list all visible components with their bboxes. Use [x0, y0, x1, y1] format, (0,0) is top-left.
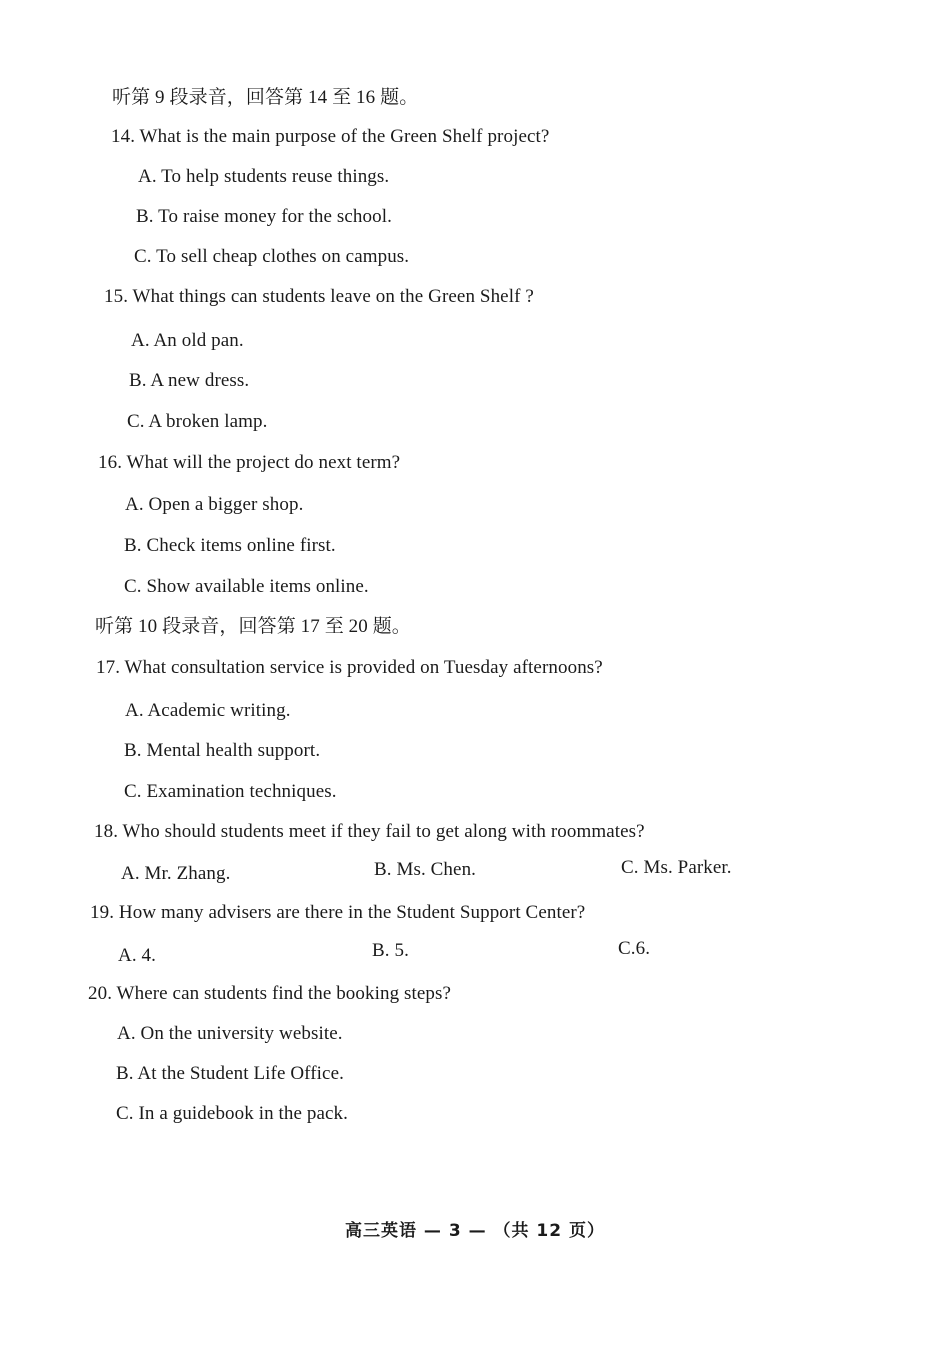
question-17-option-b: B. Mental health support.: [124, 740, 321, 761]
question-15-option-c: C. A broken lamp.: [127, 411, 268, 432]
question-19: 19. How many advisers are there in the Student Support Center?: [90, 902, 586, 923]
question-18-option-b: B. Ms. Chen.: [374, 859, 477, 880]
question-18: 18. Who should students meet if they fail to get along with roommates?: [94, 821, 645, 842]
question-16: 16. What will the project do next term?: [98, 452, 401, 473]
question-19-option-c: C.6.: [618, 938, 651, 959]
question-14-option-c: C. To sell cheap clothes on campus.: [134, 246, 410, 267]
question-16-option-c: C. Show available items online.: [124, 576, 369, 597]
question-17-option-c: C. Examination techniques.: [124, 781, 337, 802]
question-14-option-a: A. To help students reuse things.: [138, 166, 390, 187]
page-footer: 高三英语 — 3 — （共 12 页）: [345, 1221, 605, 1241]
question-18-option-a: A. Mr. Zhang.: [121, 863, 231, 884]
question-18-option-c: C. Ms. Parker.: [621, 857, 732, 878]
section-heading-9: 听第 9 段录音，回答第 14 至 16 题。: [112, 87, 419, 108]
question-15-option-a: A. An old pan.: [131, 330, 244, 351]
question-19-option-a: A. 4.: [118, 945, 156, 966]
question-20-option-c: C. In a guidebook in the pack.: [116, 1103, 349, 1124]
question-15-option-b: B. A new dress.: [129, 370, 250, 391]
question-17: 17. What consultation service is provided on Tuesday afternoons?: [96, 657, 603, 678]
question-15: 15. What things can students leave on the Green Shelf ?: [104, 286, 534, 307]
question-20-option-a: A. On the university website.: [117, 1023, 343, 1044]
question-14-option-b: B. To raise money for the school.: [136, 206, 392, 227]
question-16-option-b: B. Check items online first.: [124, 535, 336, 556]
question-20: 20. Where can students find the booking steps?: [88, 983, 452, 1004]
section-heading-10: 听第 10 段录音，回答第 17 至 20 题。: [95, 616, 411, 637]
question-17-option-a: A. Academic writing.: [125, 700, 291, 721]
question-14: 14. What is the main purpose of the Green Shelf project?: [111, 126, 550, 147]
question-19-option-b: B. 5.: [372, 940, 409, 961]
question-16-option-a: A. Open a bigger shop.: [125, 494, 304, 515]
question-20-option-b: B. At the Student Life Office.: [116, 1063, 344, 1084]
